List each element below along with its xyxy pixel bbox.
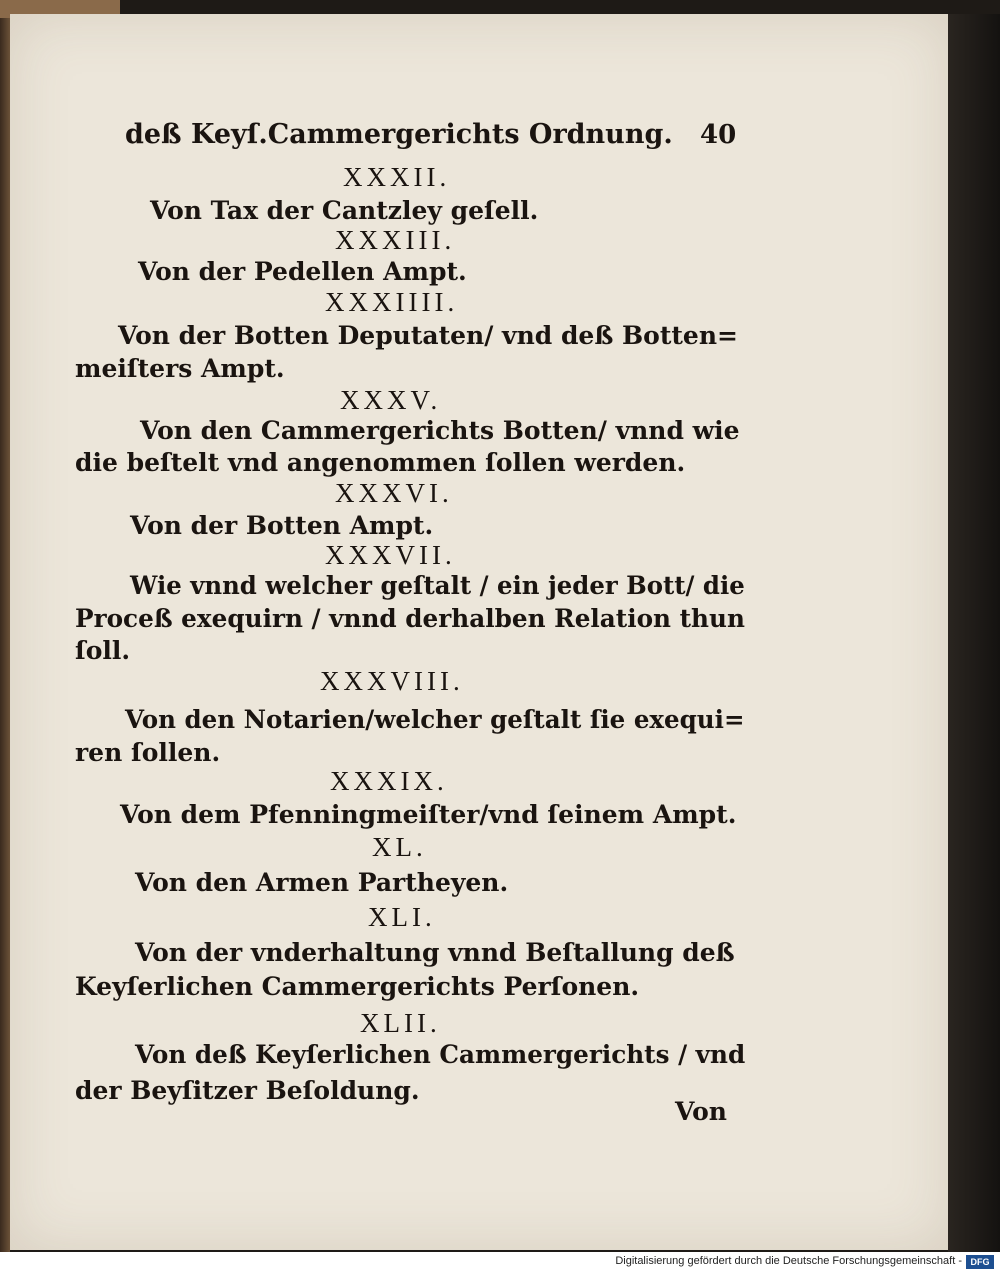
chapter-title-line: meiſters Ampt. — [75, 354, 285, 383]
chapter-numeral: XXXVI. — [335, 478, 453, 508]
catchword: Von — [675, 1097, 727, 1126]
chapter-numeral: XXXVIII. — [320, 666, 464, 696]
running-head: deß Keyſ.Cammergerichts Ordnung. — [125, 119, 673, 150]
chapter-title-line: Wie vnnd welcher geſtalt / ein jeder Bott/ die — [130, 571, 745, 600]
chapter-numeral: XXXV. — [340, 385, 442, 415]
chapter-title-line: der Beyſitzer Beſoldung. — [75, 1076, 420, 1105]
chapter-title-line: ren ſollen. — [75, 738, 221, 767]
chapter-title-line: Von der vnderhaltung vnnd Beſtallung deß — [135, 938, 735, 967]
page-edge-left — [0, 0, 10, 1252]
chapter-numeral: XLI. — [368, 902, 436, 932]
chapter-title-line: Von der Botten Ampt. — [130, 511, 434, 540]
page-number: 40 — [700, 120, 737, 150]
chapter-title-line: Von dem Pfenningmeiſter/vnd ſeinem Ampt. — [120, 800, 737, 829]
chapter-numeral: XXXIII. — [335, 225, 456, 255]
chapter-title-line: Von der Pedellen Ampt. — [138, 257, 467, 286]
footer-credit: Digitalisierung gefördert durch die Deutsche Forschungsgemeinschaft - — [615, 1255, 962, 1267]
chapter-numeral: XXXIX. — [330, 766, 448, 796]
chapter-title-line: Von den Cammergerichts Botten/ vnnd wie — [140, 416, 740, 445]
chapter-title-line: Von Tax der Cantzley geſell. — [150, 196, 539, 225]
chapter-numeral: XXXII. — [343, 162, 451, 192]
chapter-title-line: Von den Notarien/welcher geſtalt ſie exequi= — [125, 705, 745, 734]
footer-bar — [0, 1252, 1000, 1273]
chapter-title-line: ſoll. — [75, 636, 131, 665]
chapter-title-line: die beſtelt vnd angenommen ſollen werden. — [75, 448, 686, 477]
chapter-title-line: Keyſerlichen Cammergerichts Perſonen. — [75, 972, 640, 1001]
chapter-numeral: XXXVII. — [325, 540, 456, 570]
page-shadow-right — [948, 14, 1000, 1252]
chapter-title-line: Proceß exequirn / vnnd derhalben Relation thun — [75, 604, 745, 633]
chapter-numeral: XLII. — [360, 1008, 441, 1038]
dfg-logo: DFG — [966, 1255, 994, 1269]
chapter-numeral: XXXIIII. — [325, 287, 459, 317]
chapter-title-line: Von der Botten Deputaten/ vnd deß Botten= — [118, 321, 738, 350]
chapter-title-line: Von den Armen Partheyen. — [135, 868, 509, 897]
chapter-numeral: XL. — [372, 832, 427, 862]
chapter-title-line: Von deß Keyſerlichen Cammergerichts / vnd — [135, 1040, 746, 1069]
